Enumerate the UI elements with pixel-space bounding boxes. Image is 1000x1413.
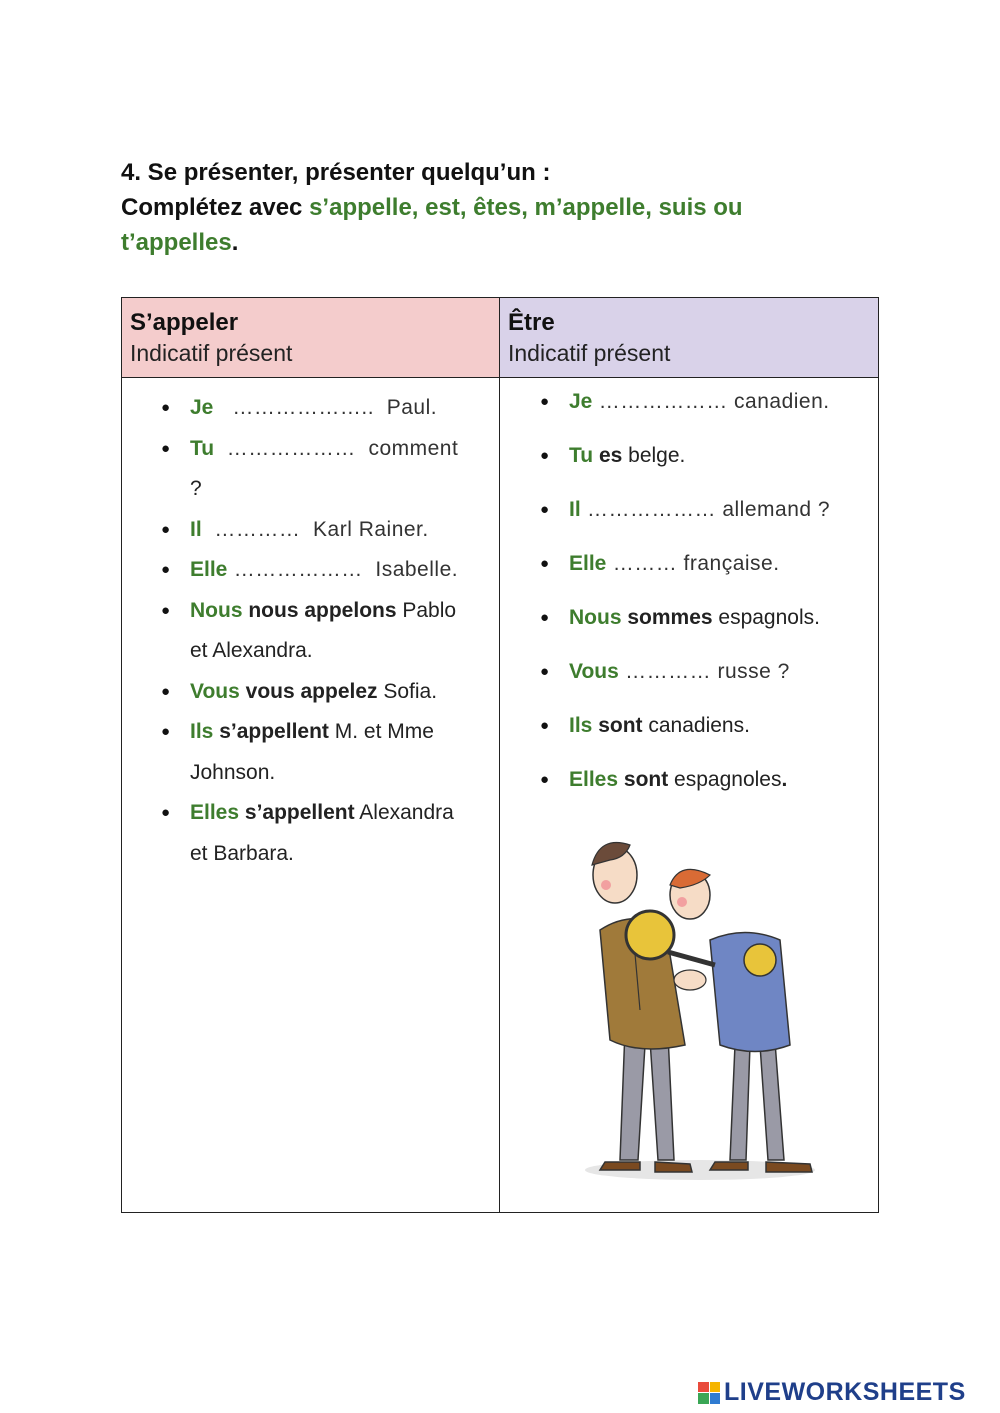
exercise-instruction: Complétez avec s’appelle, est, êtes, m’appelle, suis ou bbox=[121, 194, 743, 221]
two-men-illustration bbox=[570, 830, 840, 1190]
list-item: ● Il ……………… allemand ? bbox=[569, 496, 870, 524]
liveworksheets-logo bbox=[698, 1378, 966, 1407]
list-item: ● Il ………… Karl Rainer. bbox=[190, 510, 491, 551]
column-title: S’appeler bbox=[130, 309, 239, 336]
sappeler-column bbox=[122, 298, 500, 1212]
list-item: ● Tu es belge. bbox=[569, 442, 870, 470]
brand-name: LIVEWORKSHEETS bbox=[724, 1378, 966, 1406]
sappeler-list bbox=[122, 378, 499, 874]
list-item: ● Vous ………… russe ? bbox=[569, 658, 870, 686]
list-item: ● Nous nous appelons Pablo et Alexandra. bbox=[190, 591, 491, 672]
etre-list bbox=[500, 378, 878, 794]
exercise-title: 4. Se présenter, présenter quelqu’un : bbox=[121, 159, 551, 186]
word-bank-2: t’appelles bbox=[121, 229, 232, 256]
word-bank: s’appelle, est, êtes, m’appelle, suis ou bbox=[309, 194, 743, 221]
list-item: ● Ils sont canadiens. bbox=[569, 712, 870, 740]
column-title: Être bbox=[508, 309, 555, 336]
column-subtitle: Indicatif présent bbox=[130, 340, 293, 366]
list-item: ● Elle ……………… Isabelle. bbox=[190, 550, 491, 591]
sappeler-header bbox=[122, 298, 499, 378]
list-item: ● Elles s’appellent Alexandra et Barbara. bbox=[190, 793, 491, 874]
list-item: ● Nous sommes espagnols. bbox=[569, 604, 870, 632]
logo-mark-icon bbox=[698, 1382, 720, 1404]
list-item: ● Ils s’appellent M. et Mme Johnson. bbox=[190, 712, 491, 793]
list-item: ● Vous vous appelez Sofia. bbox=[190, 672, 491, 713]
list-item: ● Elle ……… française. bbox=[569, 550, 870, 578]
list-item: ● Je ……………… canadien. bbox=[569, 388, 870, 416]
list-item: ● Elles sont espagnoles. bbox=[569, 766, 870, 794]
column-subtitle: Indicatif présent bbox=[508, 340, 671, 366]
etre-header bbox=[500, 298, 878, 378]
exercise-heading: 4. Se présenter, présenter quelqu’un : Complétez avec s’appelle, est, êtes, m’appelle, suis ou t’appelles. bbox=[121, 155, 901, 260]
list-item: ● Tu ……………… comment ? bbox=[190, 429, 491, 510]
list-item: ● Je ……………….. Paul. bbox=[190, 388, 491, 429]
